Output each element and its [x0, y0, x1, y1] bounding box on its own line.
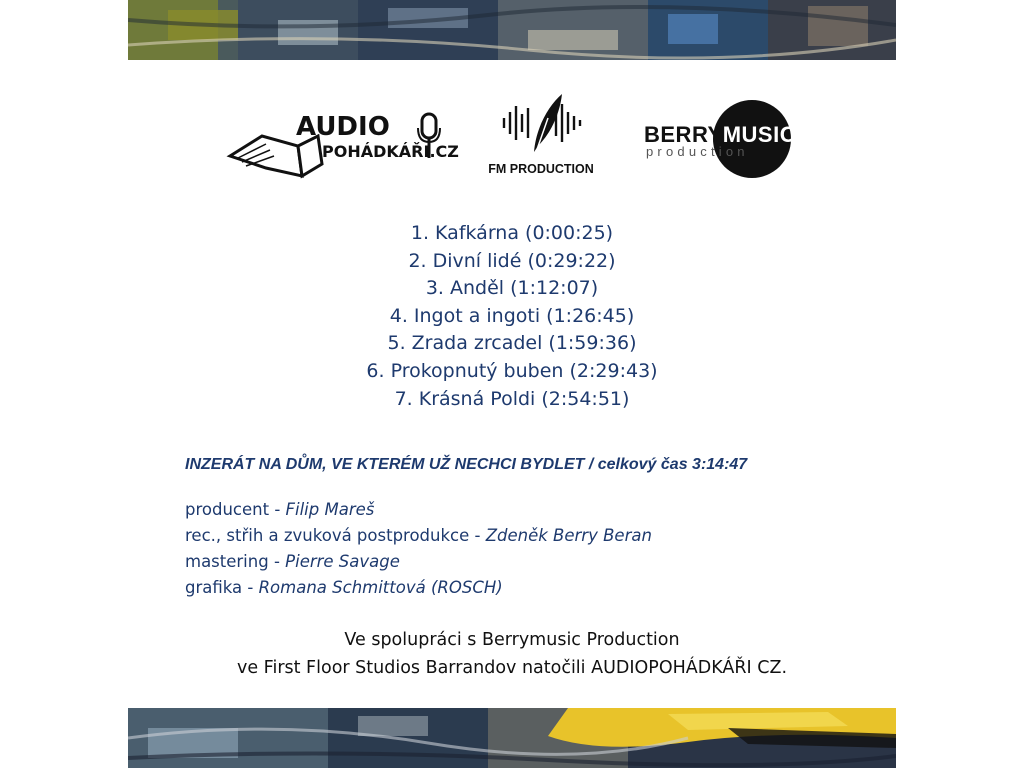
track-item: 1. Kafkárna (0:00:25) — [410, 222, 614, 244]
logos-row — [128, 88, 896, 198]
track-item: 7. Krásná Poldi (2:54:51) — [394, 387, 630, 410]
bottom-artwork-strip — [128, 708, 896, 768]
booklet-page — [128, 0, 896, 768]
top-artwork-strip — [128, 0, 896, 60]
credit-line — [185, 497, 885, 523]
production-text: production — [646, 144, 749, 159]
berrymusic-logo — [644, 98, 797, 180]
production-note-line2: ve First Floor Studios Barrandov natočili AUDIOPOHÁDKÁŘI CZ. — [236, 658, 788, 678]
track-item: 4. Ingot a ingoti (1:26:45) — [389, 304, 635, 327]
production-note — [128, 626, 896, 682]
credit-line — [185, 549, 885, 575]
track-item: 2. Divní lidé (0:29:22) — [408, 249, 616, 272]
berry-text: BERRY — [644, 122, 723, 147]
credit-name: Romana Schmittová (ROSCH) — [258, 578, 503, 597]
credit-name: Zdeněk Berry Beran — [485, 526, 652, 545]
fm-production-logo — [476, 88, 606, 188]
credit-role: grafika - — [185, 578, 259, 597]
audio-pohadkari-logo — [226, 106, 459, 182]
fm-production-label: FM PRODUCTION — [488, 162, 594, 176]
credit-role: rec., střih a zvuková postprodukce - — [185, 526, 486, 545]
credit-role: producent - — [185, 500, 286, 519]
credit-name: Pierre Savage — [285, 552, 400, 571]
credit-line — [185, 523, 885, 549]
feather-soundwave-icon — [476, 88, 606, 160]
credit-line — [185, 575, 885, 601]
audio-pohadkari-line1: AUDIO — [296, 112, 390, 142]
album-title: INZERÁT NA DŮM, VE KTERÉM UŽ NECHCI BYDLET / celkový čas 3:14:47 — [185, 456, 748, 473]
credit-role: mastering - — [185, 552, 286, 571]
credits-list — [185, 497, 885, 601]
track-item: 5. Zrada zrcadel (1:59:36) — [387, 332, 637, 355]
track-item: 3. Anděl (1:12:07) — [425, 277, 599, 300]
credit-name: Filip Mareš — [285, 500, 375, 519]
tracklist — [128, 220, 896, 413]
production-note-line1: Ve spolupráci s Berrymusic Production — [344, 630, 680, 650]
music-text: MUSIC — [722, 122, 797, 147]
audio-pohadkari-line2: POHÁDKÁŘI.CZ — [322, 142, 459, 161]
track-item: 6. Prokopnutý buben (2:29:43) — [366, 359, 658, 382]
